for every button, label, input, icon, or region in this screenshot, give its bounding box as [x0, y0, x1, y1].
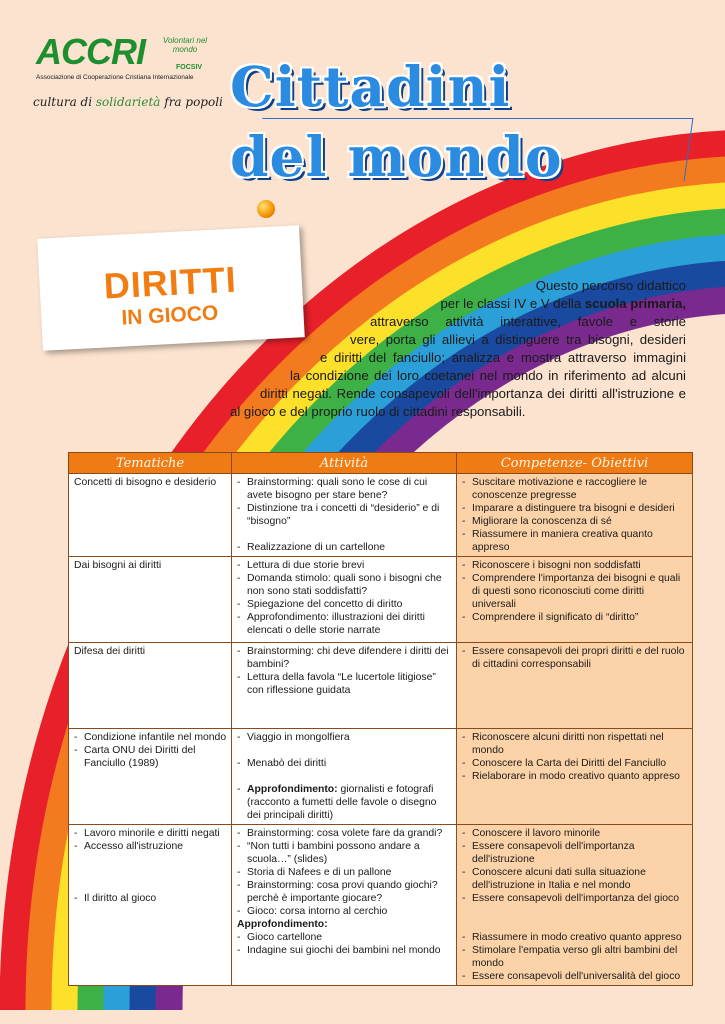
bullet-dash: -: [462, 828, 466, 839]
cell-item: [237, 879, 452, 905]
bullet-dash: -: [237, 612, 241, 623]
cell-item: [462, 840, 688, 866]
item-text: Distinzione tra i concetti di “desiderio” e di “bisogno”: [247, 503, 440, 527]
page-title: [230, 52, 670, 192]
item-text: Lavoro minorile e diritti negati: [84, 828, 220, 839]
item-text: Comprendere il significato di “diritto”: [472, 612, 639, 623]
cell-item: [74, 731, 227, 744]
cell-item: [462, 944, 688, 970]
table-cell-competenze: [457, 643, 693, 729]
logo-wordmark: ACCRI: [36, 31, 145, 72]
cell-item: [237, 671, 452, 697]
table-cell-competenze: [457, 729, 693, 825]
bullet-dash: -: [74, 828, 78, 839]
intro-line: la condizione dei loro coetanei nel mondo in riferimento ad alcuni: [290, 368, 686, 383]
bullet-dash: -: [74, 893, 78, 904]
spacer: [74, 879, 227, 892]
item-text: Gioco: corsa intorno al cerchio: [247, 906, 388, 917]
bullet-dash: -: [462, 646, 466, 657]
cell-item: [462, 866, 688, 892]
bullet-dash: -: [237, 828, 241, 839]
item-text: Carta ONU dei Diritti del Fanciullo (1989): [84, 745, 196, 769]
cell-item: [74, 827, 227, 840]
item-text: Essere consapevoli dell'universalità del gioco: [472, 971, 681, 982]
tagline-part3: fra popoli: [160, 95, 223, 109]
item-text: Realizzazione di un cartellone: [247, 542, 386, 553]
cell-item: [237, 866, 452, 879]
cell-item: [462, 645, 688, 671]
intro-line: diritti negati. Rende consapevoli dell'importanza dei diritti all'istruzione e: [260, 386, 686, 401]
item-text: Conoscere alcuni dati sulla situazione dell'istruzione in Italia e nel mondo: [472, 867, 646, 891]
item-text: Lettura della favola “Le lucertole litigiose” con riflessione guidata: [247, 672, 436, 696]
item-text: Il diritto al gioco: [84, 893, 157, 904]
bullet-dash: -: [462, 867, 466, 878]
item-text: Spiegazione del concetto di diritto: [247, 599, 403, 610]
bullet-dash: -: [237, 784, 241, 795]
item-text: Imparare a distinguere tra bisogni e desideri: [472, 503, 675, 514]
cell-item: [237, 757, 452, 770]
item-text: Comprendere l'importanza dei bisogni e quali di questi sono riconosciuti come diritti universali: [472, 573, 681, 610]
spacer: [462, 905, 688, 918]
cell-item: [462, 559, 688, 572]
bullet-dash: -: [462, 503, 466, 514]
spacer: [237, 744, 452, 757]
bullet-dash: -: [237, 560, 241, 571]
bullet-dash: -: [237, 672, 241, 683]
spacer: [237, 710, 452, 723]
cell-item: [237, 598, 452, 611]
intro-line: [230, 295, 686, 313]
intro-line: e diritti del fanciullo; analizza e mostra attraverso immagini: [320, 350, 686, 365]
logo-focsiv: FOCSIV: [176, 64, 203, 71]
table-cell-attivita: [232, 729, 457, 825]
table-cell-competenze: [457, 474, 693, 557]
item-text: “Non tutti i bambini possono andare a scuola…” (slides): [247, 841, 420, 865]
bullet-dash: -: [462, 573, 466, 584]
bullet-dash: -: [462, 893, 466, 904]
item-text: Brainstorming: quali sono le cose di cui avete bisogno per stare bene?: [247, 477, 428, 501]
cell-item: [74, 892, 227, 905]
bullet-dash: -: [237, 573, 241, 584]
table-cell-tematiche: [69, 643, 232, 729]
table-cell-competenze: [457, 557, 693, 643]
cell-item: [462, 931, 688, 944]
cell-item: [237, 572, 452, 598]
spacer: [237, 770, 452, 783]
cell-item: Difesa dei diritti: [74, 646, 146, 657]
table-cell-attivita: [232, 643, 457, 729]
table-row: [69, 729, 693, 825]
item-text: Essere consapevoli dei propri diritti e del ruolo di cittadini corresponsabili: [472, 646, 685, 670]
cell-item: [237, 502, 452, 528]
table-header-row: [69, 453, 693, 474]
bullet-dash: -: [462, 612, 466, 623]
cell-item: [462, 572, 688, 611]
cell-item: [462, 892, 688, 905]
table-row: [69, 825, 693, 986]
bullet-dash: -: [462, 932, 466, 943]
bullet-dash: -: [74, 732, 78, 743]
item-text: Brainstorming: cosa volete fare da grandi?: [247, 828, 443, 839]
cell-item: [74, 840, 227, 853]
tagline-part1: cultura di: [33, 95, 96, 109]
table-row: [69, 557, 693, 643]
bullet-dash: -: [237, 758, 241, 769]
item-text: Storia di Nafees e di un pallone: [247, 867, 392, 878]
bullet-dash: -: [237, 945, 241, 956]
cell-item: [237, 783, 452, 822]
tagline-part2: solidarietà: [95, 95, 161, 109]
bullet-dash: -: [237, 542, 241, 553]
item-text: Lettura di due storie brevi: [247, 560, 365, 571]
cell-item: [237, 931, 452, 944]
header-competenze: Competenze- Obiettivi: [457, 453, 693, 474]
cell-item: [462, 476, 688, 502]
bullet-dash: -: [237, 503, 241, 514]
title-line-2: del mondo: [230, 124, 563, 189]
cell-item: [462, 970, 688, 983]
header-tematiche: Tematiche: [69, 453, 232, 474]
accri-logo: [36, 31, 208, 81]
cell-item: [462, 757, 688, 770]
item-text: Migliorare la conoscenza di sé: [472, 516, 612, 527]
bullet-dash: -: [237, 880, 241, 891]
cell-subheading: Approfondimento:: [237, 919, 328, 930]
item-text: Condizione infantile nel mondo: [84, 732, 227, 743]
cell-item: [462, 611, 688, 624]
bullet-dash: -: [237, 646, 241, 657]
cell-item: [462, 515, 688, 528]
item-text: Gioco cartellone: [247, 932, 323, 943]
table-row: [69, 643, 693, 729]
cell-item: Dai bisogni ai diritti: [74, 560, 162, 571]
bullet-dash: -: [74, 745, 78, 756]
item-text: Approfondimento: illustrazioni dei diritti elencati o delle storie narrate: [247, 612, 425, 636]
table-cell-attivita: [232, 474, 457, 557]
cell-item: [237, 731, 452, 744]
bullet-dash: -: [237, 841, 241, 852]
table-cell-tematiche: [69, 557, 232, 643]
cell-item: [74, 744, 227, 770]
item-bold-label: Approfondimento:: [247, 784, 338, 795]
intro-line: vere, porta gli allievi a distinguere tra bisogni, desideri: [350, 332, 686, 347]
item-text: Riconoscere alcuni diritti non rispettati nel mondo: [472, 732, 664, 756]
cell-item: [462, 528, 688, 554]
intro-line-2a: per le classi IV e V della: [440, 296, 585, 311]
bullet-dash: -: [237, 477, 241, 488]
bullet-dash: -: [462, 529, 466, 540]
cell-item: [237, 944, 452, 957]
item-text: Riassumere in maniera creativa quanto appreso: [472, 529, 653, 553]
bullet-dash: -: [237, 906, 241, 917]
cell-item: [462, 502, 688, 515]
intro-line: attraverso attività interattive, favole e storie: [370, 314, 686, 329]
item-text: Riassumere in modo creativo quanto appreso: [472, 932, 682, 943]
cell-item: Concetti di bisogno e desiderio: [74, 477, 217, 488]
bullet-dash: -: [462, 758, 466, 769]
item-text: giornalisti e fotografi (racconto a fumetti delle favole o disegno dei principali diritti): [247, 784, 437, 821]
cell-item: [237, 905, 452, 918]
cell-item: [462, 770, 688, 783]
table-cell-competenze: [457, 825, 693, 986]
cell-item: [237, 476, 452, 502]
tagline: [33, 95, 223, 109]
orange-dot-decoration: [257, 200, 275, 218]
logo-volontari: Volontari nel mondo: [162, 36, 208, 54]
activities-table: [68, 452, 693, 986]
cell-item: [237, 559, 452, 572]
item-text: Domanda stimolo: quali sono i bisogni che non sono stati soddisfatti?: [247, 573, 442, 597]
cell-item: [237, 541, 452, 554]
spacer: [74, 853, 227, 866]
spacer: [462, 918, 688, 931]
subtitle-secondary: IN GIOCO: [120, 301, 219, 330]
intro-line: al gioco e del proprio ruolo di cittadini responsabili.: [230, 404, 526, 419]
item-text: Conoscere il lavoro minorile: [472, 828, 601, 839]
item-text: Essere consapevoli dell'importanza dell'istruzione: [472, 841, 635, 865]
bullet-dash: -: [462, 477, 466, 488]
bullet-dash: -: [462, 560, 466, 571]
item-text: Essere consapevoli dell'importanza del gioco: [472, 893, 680, 904]
table-cell-attivita: [232, 825, 457, 986]
table-cell-tematiche: [69, 729, 232, 825]
bullet-dash: -: [462, 771, 466, 782]
header-attivita: Attività: [232, 453, 457, 474]
cell-item: [237, 645, 452, 671]
item-text: Rielaborare in modo creativo quanto appreso: [472, 771, 680, 782]
bullet-dash: -: [237, 599, 241, 610]
item-text: Brainstorming: cosa provi quando giochi? perchè è importante giocare?: [247, 880, 438, 904]
item-text: Conoscere la Carta dei Diritti del Fanciullo: [472, 758, 667, 769]
bullet-dash: -: [462, 516, 466, 527]
subtitle-main: DIRITTI: [102, 258, 238, 307]
bullet-dash: -: [462, 841, 466, 852]
cell-item: [237, 840, 452, 866]
cell-item: [237, 827, 452, 840]
table-row: [69, 474, 693, 557]
item-text: Accesso all'istruzione: [84, 841, 184, 852]
bullet-dash: -: [237, 732, 241, 743]
logo-association: Associazione di Cooperazione Cristiana Internazionale: [36, 74, 194, 81]
intro-paragraph: [230, 277, 686, 421]
item-text: Indagine sui giochi dei bambini nel mondo: [247, 945, 441, 956]
bullet-dash: -: [462, 945, 466, 956]
cell-item: [237, 611, 452, 637]
item-text: Brainstorming: chi deve difendere i diritti dei bambini?: [247, 646, 449, 670]
title-line-1: Cittadini: [230, 54, 511, 119]
intro-line: Questo percorso didattico: [535, 278, 686, 293]
bullet-dash: -: [462, 732, 466, 743]
spacer: [237, 697, 452, 710]
cell-item: [462, 827, 688, 840]
bullet-dash: -: [237, 932, 241, 943]
spacer: [237, 528, 452, 541]
item-text: Stimolare l'empatia verso gli altri bambini del mondo: [472, 945, 678, 969]
table-cell-tematiche: [69, 474, 232, 557]
item-text: Menabò dei diritti: [247, 758, 327, 769]
table-cell-tematiche: [69, 825, 232, 986]
item-text: Suscitare motivazione e raccogliere le conoscenze pregresse: [472, 477, 647, 501]
bullet-dash: -: [237, 867, 241, 878]
bullet-dash: -: [462, 971, 466, 982]
spacer: [74, 866, 227, 879]
cell-item: [462, 731, 688, 757]
item-text: Riconoscere i bisogni non soddisfatti: [472, 560, 641, 571]
table-cell-attivita: [232, 557, 457, 643]
bullet-dash: -: [74, 841, 78, 852]
intro-line-2b: scuola primaria,: [584, 296, 686, 311]
item-text: Viaggio in mongolfiera: [247, 732, 350, 743]
